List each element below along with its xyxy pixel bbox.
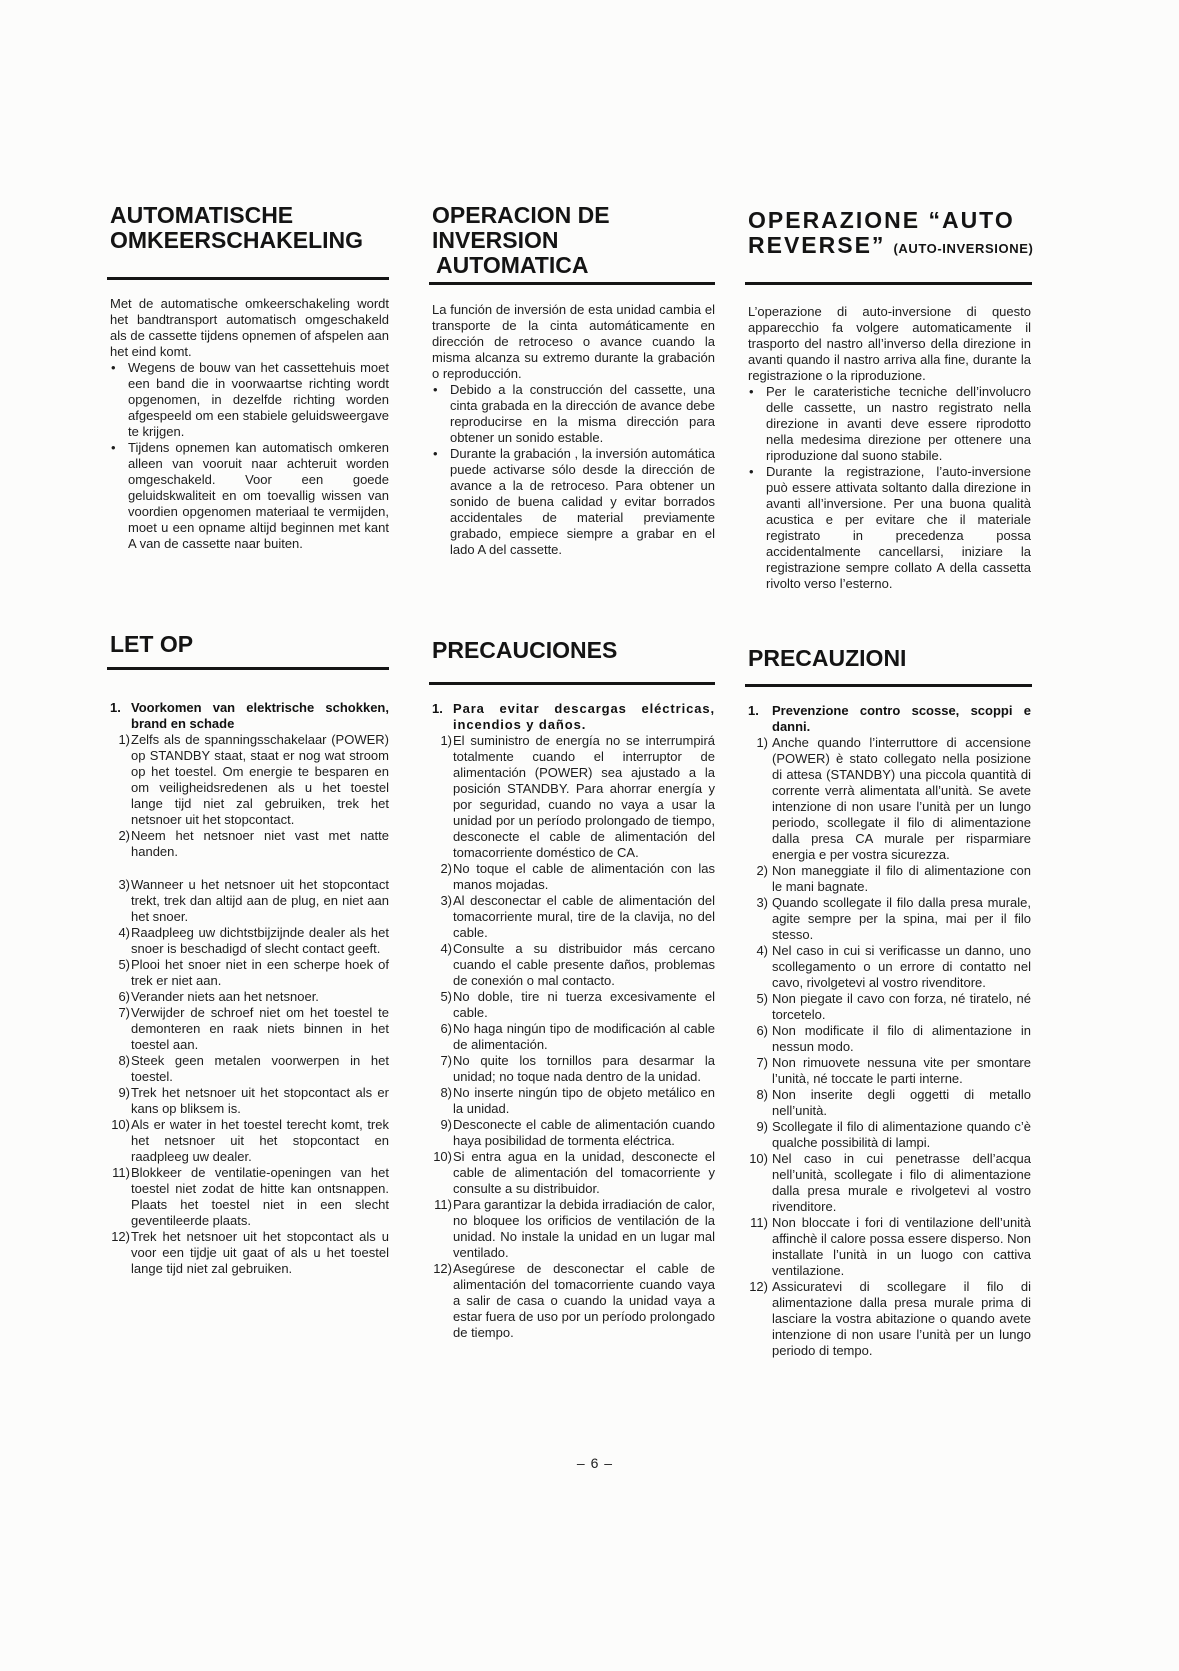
item-number: 7) xyxy=(756,1055,768,1070)
item-text: Raadpleeg uw dichtstbijzijnde dealer als het snoer is beschadigd of slecht contact geeft. xyxy=(131,925,389,956)
item-text: Verander niets aan het netsnoer. xyxy=(131,989,319,1004)
item-text: Trek het netsnoer uit het stopcontact als u voor een tijdje uit gaat of als u het toestel lange tijd niet zal gebruiken. xyxy=(131,1229,389,1276)
item-text: Scollegate il filo di alimentazione quando c’è qualche possibilità di lampi. xyxy=(772,1119,1031,1150)
spanish-title xyxy=(432,203,715,278)
bullet-list xyxy=(432,382,715,558)
list-item xyxy=(110,828,389,860)
item-number: 10) xyxy=(111,1117,130,1132)
item-text: No toque el cable de alimentación con las manos mojadas. xyxy=(453,861,715,892)
bullet-text: Durante la grabación , la inversión automática puede activarse sólo desde la dirección de avance a la de retroceso. Para obtener un sonido de buena calidad y evitar borrados accidentales de material previamente grabado, empiece siempre a grabar en el lado A del cassette. xyxy=(450,446,715,557)
list-item xyxy=(432,941,715,989)
item-text: Zelfs als de spanningsschakelaar (POWER) op STANDBY staat, staat er nog wat stroom op het toestel. Om energie te besparen en om veiligheidsredenen als u het toestel lange tijd niet zal gebruiken, trek het netsnoer uit het stopcontact. xyxy=(131,732,389,827)
item-text: Nel caso in cui penetrasse dell’acqua nell’unità, scollegate i filo di alimentazione dalla presa murale e rivolgetevi al vostro rivenditore. xyxy=(772,1151,1031,1214)
list-item xyxy=(110,1117,389,1165)
bullet-text: Debido a la construcción del cassette, una cinta grabada en la dirección de avance debe reproducirse en la misma dirección para obtener un sonido estable. xyxy=(450,382,715,445)
item-number: 6) xyxy=(440,1021,452,1036)
item-text: Non bloccate i fori di ventilazione dell’unità affinchè il calore possa essere disperso. Non installate l’unità in un luogo con cattiva ventilazione. xyxy=(772,1215,1031,1278)
list-item xyxy=(110,732,389,828)
numbered-list xyxy=(748,735,1031,1359)
section-heading xyxy=(748,703,1031,735)
bullet-text: Tijdens opnemen kan automatisch omkeren alleen van vooruit naar achteruit worden omgeschakeld. Voor een goede geluidskwaliteit en om toevallig wissen van voordien opgenomen materiaal te vermijden, moet u een opname altijd beginnen met kant A van de cassette naar buiten. xyxy=(128,440,389,551)
bullet-icon xyxy=(749,384,759,400)
section-rule xyxy=(745,684,1032,687)
item-number: 6) xyxy=(118,989,130,1004)
item-text: Non rimuovete nessuna vite per smontare l’unità, né toccate le parti interne. xyxy=(772,1055,1031,1086)
item-text: El suministro de energía no se interrumpirá totalmente cuando el interruptor de alimentación (POWER) sea ajustado a la posición STANDBY. Para ahorrar energía y por seguridad, cuando no vaya a usar la unidad por un período prolongado de tiempo, desconecte el cable de alimentación del tomacorriente doméstico de CA. xyxy=(453,733,715,860)
bullet-item xyxy=(432,382,715,446)
item-text: Blokkeer de ventilatie-openingen van het toestel niet zodat de hitte kan ontsnappen. Plaats het toestel niet in een slecht geventileerde plaats. xyxy=(131,1165,389,1228)
item-text: Anche quando l’interruttore di accensione (POWER) è stato collegato nella posizione di attesa (STANDBY) una piccola quantità di corrente verrà alimentata all’unità. Se avete intenzione di non usare l’unità per un lungo periodo, scollegate il filo di alimentazione dalla presa CA murale per risparmiare energia e per vostra sicurezza. xyxy=(772,735,1031,862)
item-number: 12) xyxy=(433,1261,452,1276)
item-text: Para garantizar la debida irradiación de calor, no bloquee los orificios de ventilación de la unidad. No instale la unidad en un lugar mal ventilado. xyxy=(453,1197,715,1260)
item-number: 10) xyxy=(433,1149,452,1164)
item-number: 8) xyxy=(118,1053,130,1068)
list-item xyxy=(432,733,715,861)
bullet-icon xyxy=(749,464,759,480)
list-item xyxy=(748,735,1031,863)
precautions-title: PRECAUZIONI xyxy=(748,645,907,671)
item-text: Si entra agua en la unidad, desconecte el cable de alimentación del tomacorriente y consulte a su distribuidor. xyxy=(453,1149,715,1196)
list-item xyxy=(432,1197,715,1261)
item-text: Al desconectar el cable de alimentación del tomacorriente mural, tire de la clavija, no del cable. xyxy=(453,893,715,940)
precautions-title: LET OP xyxy=(110,631,194,657)
bullet-item xyxy=(748,464,1031,592)
bullet-text: Wegens de bouw van het cassettehuis moet een band die in voorwaartse richting wordt opgenomen, in dezelfde richting worden afgespeeld om een stabiele geluidsweergave te krijgen. xyxy=(128,360,389,439)
item-text: Trek het netsnoer uit het stopcontact als er kans op bliksem is. xyxy=(131,1085,389,1116)
item-text: Non inserite degli oggetti di metallo nell’unità. xyxy=(772,1087,1031,1118)
item-number: 3) xyxy=(440,893,452,908)
item-text: Quando scollegate il filo dalla presa murale, agite sempre per la spina, mai per il filo stesso. xyxy=(772,895,1031,942)
list-item xyxy=(748,1151,1031,1215)
item-text: Non maneggiate il filo di alimentazione con le mani bagnate. xyxy=(772,863,1031,894)
item-number: 4) xyxy=(440,941,452,956)
intro-paragraph: L’operazione di auto-inversione di questo apparecchio fa volgere automaticamente il trasporto del nastro all’inverso della direzione in avanti quando il nastro arriva alla fine, durante la registrazione o la riproduzione. xyxy=(748,304,1031,383)
item-number: 4) xyxy=(118,925,130,940)
italian-title xyxy=(748,207,1034,261)
item-text: Non piegate il cavo con forza, né tiratelo, né torcetelo. xyxy=(772,991,1031,1022)
numbered-list xyxy=(432,733,715,1341)
list-item xyxy=(110,1229,389,1277)
section-text: Para evitar descargas eléctricas, incendios y daños. xyxy=(453,701,715,732)
list-item xyxy=(748,1055,1031,1087)
item-number: 6) xyxy=(756,1023,768,1038)
list-item xyxy=(748,991,1031,1023)
item-number: 11) xyxy=(434,1197,452,1212)
list-item xyxy=(110,1085,389,1117)
bullet-icon xyxy=(433,446,443,462)
item-number: 10) xyxy=(749,1151,768,1166)
dutch-title xyxy=(110,203,389,253)
item-number: 12) xyxy=(749,1279,768,1294)
title-line: INVERSION xyxy=(432,227,559,253)
title-note: (AUTO-INVERSIONE) xyxy=(893,241,1034,256)
list-item xyxy=(110,957,389,989)
item-text: Desconecte el cable de alimentación cuando haya posibilidad de tormenta eléctrica. xyxy=(453,1117,715,1148)
list-item xyxy=(748,1279,1031,1359)
title-rule xyxy=(107,277,389,280)
list-item xyxy=(110,877,389,925)
bullet-text: Per le carateristiche tecniche dell’involucro delle cassette, un nastro registrato nella direzione in avanti deve essere riprodotto nella medesima direzione per ottenere una riproduzione dal suono stabile. xyxy=(766,384,1031,463)
italian-intro-block xyxy=(748,304,1031,592)
numbered-list xyxy=(110,732,389,1277)
list-item xyxy=(748,1215,1031,1279)
title-line: OPERACION DE xyxy=(432,202,610,228)
section-rule xyxy=(107,667,389,670)
item-number: 5) xyxy=(118,957,130,972)
item-text: Nel caso in cui si verificasse un danno, uno scollegamento o un errore di contatto nel cavo, rivolgetevi al vostro rivenditore. xyxy=(772,943,1031,990)
item-number: 9) xyxy=(440,1117,452,1132)
intro-paragraph: Met de automatische omkeerschakeling wordt het bandtransport automatisch omgeschakeld als de cassette tijdens opnemen of afspelen aan het eind komt. xyxy=(110,296,389,359)
list-item xyxy=(110,1165,389,1229)
item-text: No quite los tornillos para desarmar la unidad; no toque nada dentro de la unidad. xyxy=(453,1053,715,1084)
item-text: Wanneer u het netsnoer uit het stopcontact trekt, trek dan altijd aan de plug, en niet aan het snoer. xyxy=(131,877,389,924)
item-number: 7) xyxy=(118,1005,130,1020)
list-item xyxy=(432,1021,715,1053)
list-item xyxy=(432,1053,715,1085)
section-number: 1. xyxy=(110,700,121,715)
title-rule xyxy=(745,282,1032,285)
item-text: Verwijder de schroef niet om het toestel te demonteren en raak niets binnen in het toestel aan. xyxy=(131,1005,389,1052)
item-number: 1) xyxy=(756,735,768,750)
dutch-intro-block xyxy=(110,296,389,552)
item-number: 8) xyxy=(756,1087,768,1102)
list-item xyxy=(110,1053,389,1085)
item-number: 9) xyxy=(756,1119,768,1134)
intro-paragraph: La función de inversión de esta unidad cambia el transporte de la cinta automáticamente en dirección de retroceso o avance cuando la misma alcanza su extremo durante la grabación o reproducción. xyxy=(432,302,715,381)
item-number: 4) xyxy=(756,943,768,958)
list-item xyxy=(432,1149,715,1197)
list-item xyxy=(432,861,715,893)
bullet-list xyxy=(110,360,389,552)
title-line: OPERAZIONE “AUTO xyxy=(748,207,1015,233)
item-text: Non modificate il filo di alimentazione in nessun modo. xyxy=(772,1023,1031,1054)
item-number: 8) xyxy=(440,1085,452,1100)
item-text: Steek geen metalen voorwerpen in het toestel. xyxy=(131,1053,389,1084)
item-number: 5) xyxy=(440,989,452,1004)
bullet-item xyxy=(110,360,389,440)
item-text: Neem het netsnoer niet vast met natte handen. xyxy=(131,828,389,859)
item-number: 7) xyxy=(440,1053,452,1068)
item-number: 1) xyxy=(440,733,452,748)
list-item xyxy=(748,943,1031,991)
precautions-title: PRECAUCIONES xyxy=(432,637,618,663)
bullet-item xyxy=(110,440,389,552)
list-item xyxy=(432,1117,715,1149)
item-number: 2) xyxy=(440,861,452,876)
item-number: 1) xyxy=(118,732,130,747)
spanish-intro-block xyxy=(432,302,715,558)
item-number: 2) xyxy=(118,828,130,843)
section-rule xyxy=(429,682,715,685)
title-rule xyxy=(429,282,715,285)
bullet-item xyxy=(748,384,1031,464)
item-number: 5) xyxy=(756,991,768,1006)
bullet-icon xyxy=(111,440,121,456)
item-text: Assicuratevi di scollegare il filo di alimentazione dalla presa murale prima di lasciare la vostra abitazione o quando avete intenzione di non usare l’unità per un lungo periodo di tempo. xyxy=(772,1279,1031,1358)
item-number: 3) xyxy=(118,877,130,892)
list-item xyxy=(432,989,715,1021)
section-text: Voorkomen van elektrische schokken, brand en schade xyxy=(131,700,389,731)
bullet-icon xyxy=(433,382,443,398)
list-item xyxy=(748,863,1031,895)
title-line: OMKEERSCHAKELING xyxy=(110,227,364,253)
list-item xyxy=(748,1119,1031,1151)
italian-precautions-list xyxy=(748,703,1031,1359)
title-line: AUTOMATICA xyxy=(436,252,589,278)
item-text: Plooi het snoer niet in een scherpe hoek of trek er niet aan. xyxy=(131,957,389,988)
bullet-text: Durante la registrazione, l’auto-inversione può essere attivata soltanto dalla direzione in avanti all’inversione. Per una buona qualità acustica e per evitare che il materiale registrato in precedenza possa accidentalmente cancellarsi, iniziare la registrazione sempre collato A della cassetta rivolto verso l’esterno. xyxy=(766,464,1031,591)
section-heading xyxy=(110,700,389,732)
item-number: 11) xyxy=(112,1165,130,1180)
item-number: 3) xyxy=(756,895,768,910)
dutch-precautions-list xyxy=(110,700,389,1277)
item-number: 12) xyxy=(111,1229,130,1244)
section-number: 1. xyxy=(432,701,443,716)
item-number: 11) xyxy=(750,1215,768,1230)
list-item xyxy=(432,893,715,941)
item-text: No doble, tire ni tuerza excesivamente el cable. xyxy=(453,989,715,1020)
list-item xyxy=(432,1085,715,1117)
item-number: 2) xyxy=(756,863,768,878)
item-text: No haga ningún tipo de modificación al cable de alimentación. xyxy=(453,1021,715,1052)
list-item xyxy=(748,1023,1031,1055)
list-item xyxy=(432,1261,715,1341)
title-line: AUTOMATISCHE xyxy=(110,202,294,228)
list-item xyxy=(110,925,389,957)
item-text: Asegúrese de desconectar el cable de alimentación del tomacorriente cuando vaya a salir de casa o cuando la unidad vaya a estar fuera de uso por un período prolongado de tiempo. xyxy=(453,1261,715,1340)
spanish-precautions-list xyxy=(432,701,715,1341)
title-line: REVERSE” xyxy=(748,232,886,258)
item-text: Als er water in het toestel terecht komt, trek het netsnoer uit het stopcontact en raadpleeg uw dealer. xyxy=(131,1117,389,1164)
item-text: Consulte a su distribuidor más cercano cuando el cable presente daños, problemas de conexión o mal contacto. xyxy=(453,941,715,988)
list-item xyxy=(110,989,389,1005)
bullet-item xyxy=(432,446,715,558)
bullet-icon xyxy=(111,360,121,376)
list-item xyxy=(748,1087,1031,1119)
list-item xyxy=(748,895,1031,943)
bullet-list xyxy=(748,384,1031,592)
section-heading xyxy=(432,701,715,733)
section-number: 1. xyxy=(748,703,759,718)
list-item xyxy=(110,1005,389,1053)
section-text: Prevenzione contro scosse, scoppi e danni. xyxy=(772,703,1031,734)
item-text: No inserte ningún tipo de objeto metálico en la unidad. xyxy=(453,1085,715,1116)
page-number: – 6 – xyxy=(576,1455,614,1471)
item-number: 9) xyxy=(118,1085,130,1100)
